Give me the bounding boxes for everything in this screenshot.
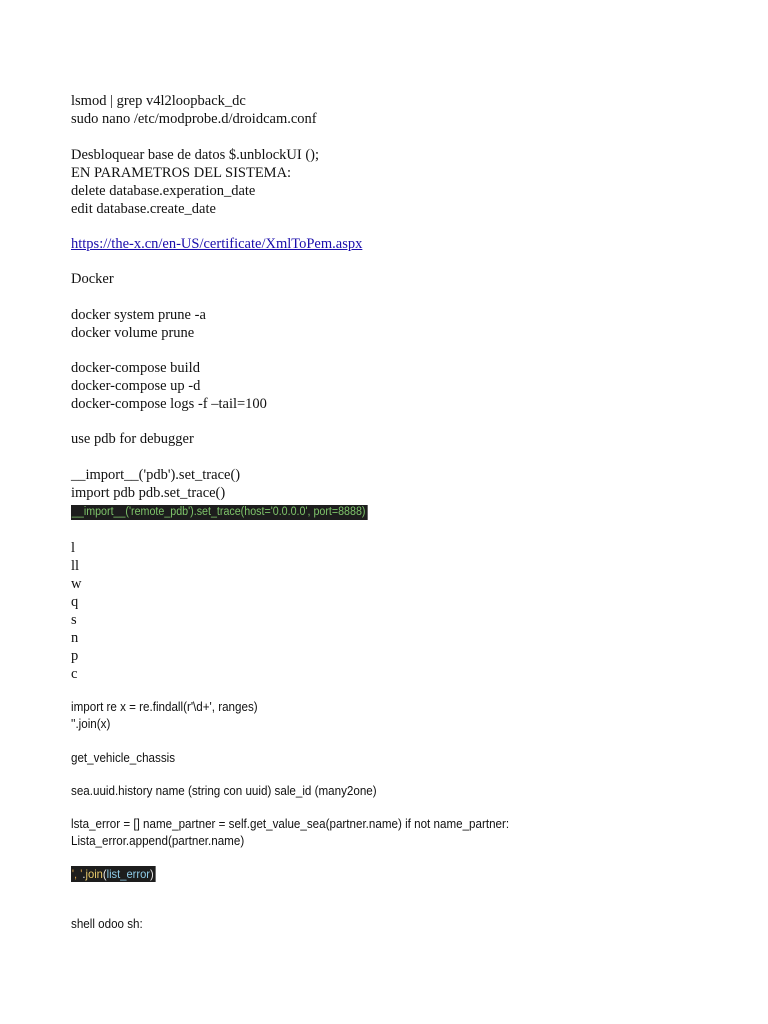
join-argument: list_error (106, 867, 151, 881)
pdb-command-w: w (71, 576, 82, 592)
note-shell-odoo: shell odoo sh: (71, 917, 143, 931)
note-import-pdb-2: import pdb pdb.set_trace() (71, 485, 226, 501)
note-import-pdb: __import__('pdb').set_trace() (71, 467, 241, 483)
note-nano: sudo nano /etc/modprobe.d/droidcam.conf (71, 111, 317, 127)
certificate-link[interactable]: https://the-x.cn/en-US/certificate/XmlToPem.aspx (71, 236, 363, 252)
note-compose-build: docker-compose build (71, 360, 200, 376)
join-open-paren: ( (102, 867, 107, 881)
join-separator: ', ' (71, 867, 83, 881)
pdb-command-s: s (71, 612, 77, 628)
note-regex: import re x = re.findall(r'\d+', ranges) (71, 700, 258, 714)
note-chassis: get_vehicle_chassis (71, 751, 176, 765)
join-function: join (85, 867, 103, 881)
note-params: EN PARAMETROS DEL SISTEMA: (71, 165, 292, 181)
note-edit: edit database.create_date (71, 201, 216, 217)
pdb-command-n: n (71, 630, 79, 646)
note-prune-system: docker system prune -a (71, 307, 206, 323)
code-remote-pdb: __import__('remote_pdb').set_trace(host='0.0.0.0', port=8888) (71, 506, 366, 518)
note-docker-heading: Docker (71, 271, 114, 287)
note-unblock: Desbloquear base de datos $.unblockUI (); (71, 147, 320, 163)
note-join: ''.join(x) (71, 717, 111, 731)
note-prune-volume: docker volume prune (71, 325, 195, 341)
pdb-command-p: p (71, 648, 79, 664)
note-compose-up: docker-compose up -d (71, 378, 201, 394)
join-close-paren: ) (150, 867, 154, 881)
pdb-command-ll: ll (71, 558, 80, 574)
note-append: Lista_error.append(partner.name) (71, 834, 245, 848)
pdb-command-l: l (71, 540, 76, 556)
note-delete: delete database.experation_date (71, 183, 256, 199)
code-join-list-error (71, 866, 156, 882)
join-dot: . (82, 867, 86, 881)
note-lsta-error: lsta_error = [] name_partner = self.get_value_sea(partner.name) if not name_partner: (71, 817, 510, 831)
note-use-pdb: use pdb for debugger (71, 431, 194, 447)
note-uuid-history: sea.uuid.history name (string con uuid) sale_id (many2one) (71, 784, 377, 798)
note-lsmod: lsmod | grep v4l2loopback_dc (71, 93, 246, 109)
note-compose-logs: docker-compose logs -f –tail=100 (71, 396, 267, 412)
pdb-command-q: q (71, 594, 79, 610)
pdb-command-c: c (71, 666, 78, 682)
